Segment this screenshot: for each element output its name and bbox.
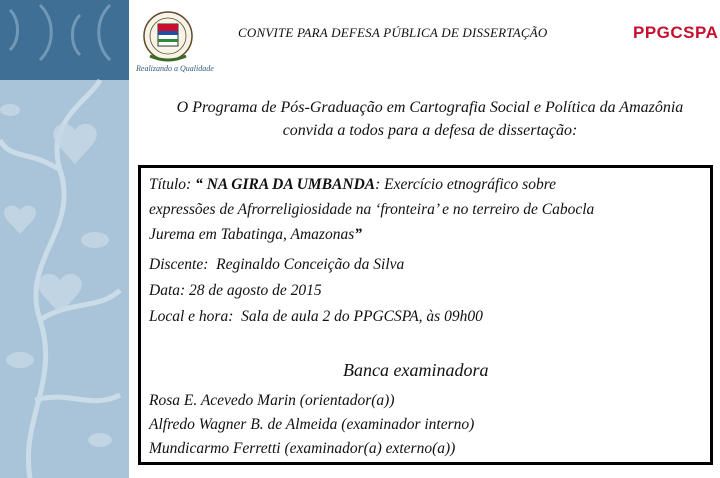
thesis-title-end: Jurema em Tabatinga, Amazonas: [149, 226, 355, 243]
student-name: Reginaldo Conceição da Silva: [216, 256, 405, 273]
thesis-title-line3: [149, 224, 362, 246]
student-line: [149, 254, 404, 276]
title-open-quote: “: [195, 176, 203, 193]
committee-member: Rosa E. Acevedo Marin (orientador(a)): [149, 392, 395, 409]
thesis-title-rest: : Exercício etnográfico sobre: [375, 176, 557, 193]
title-close-quote: ”: [354, 226, 362, 243]
student-label: Discente:: [149, 256, 209, 273]
program-brand: PPGCSPA: [633, 23, 719, 42]
emblem-motto: Realizando a Qualidade: [136, 64, 214, 73]
title-label: Título:: [149, 176, 192, 193]
decorative-sidebar: [0, 0, 129, 478]
location-value: Sala de aula 2 do PPGCSPA, às 09h00: [241, 308, 483, 325]
intro-text: O Programa de Pós-Graduação em Cartografia Social e Política da Amazônia convida a todos para a defesa de dissertação:: [176, 99, 684, 139]
committee-member: Alfredo Wagner B. de Almeida (examinador interno): [149, 416, 475, 433]
committee-member: Mundicarmo Ferretti (examinador(a) externo(a)): [149, 440, 456, 457]
thesis-title-line2: expressões de Afrorreligiosidade na ‘fronteira’ e no terreiro de Cabocla: [149, 201, 595, 218]
location-line: [149, 306, 483, 328]
date-value: 28 de agosto de 2015: [189, 282, 322, 299]
date-label: Data:: [149, 282, 186, 299]
thesis-title-line1: [149, 174, 556, 196]
thesis-title-bold: NA GIRA DA UMBANDA: [206, 176, 376, 193]
date-line: [149, 280, 322, 302]
location-label: Local e hora:: [149, 308, 234, 325]
invitation-title: CONVITE PARA DEFESA PÚBLICA DE DISSERTAÇÃO: [238, 25, 548, 40]
committee-heading: Banca examinadora: [343, 360, 489, 380]
floral-ornament-icon: [0, 0, 129, 478]
defense-details-box: [138, 165, 713, 465]
